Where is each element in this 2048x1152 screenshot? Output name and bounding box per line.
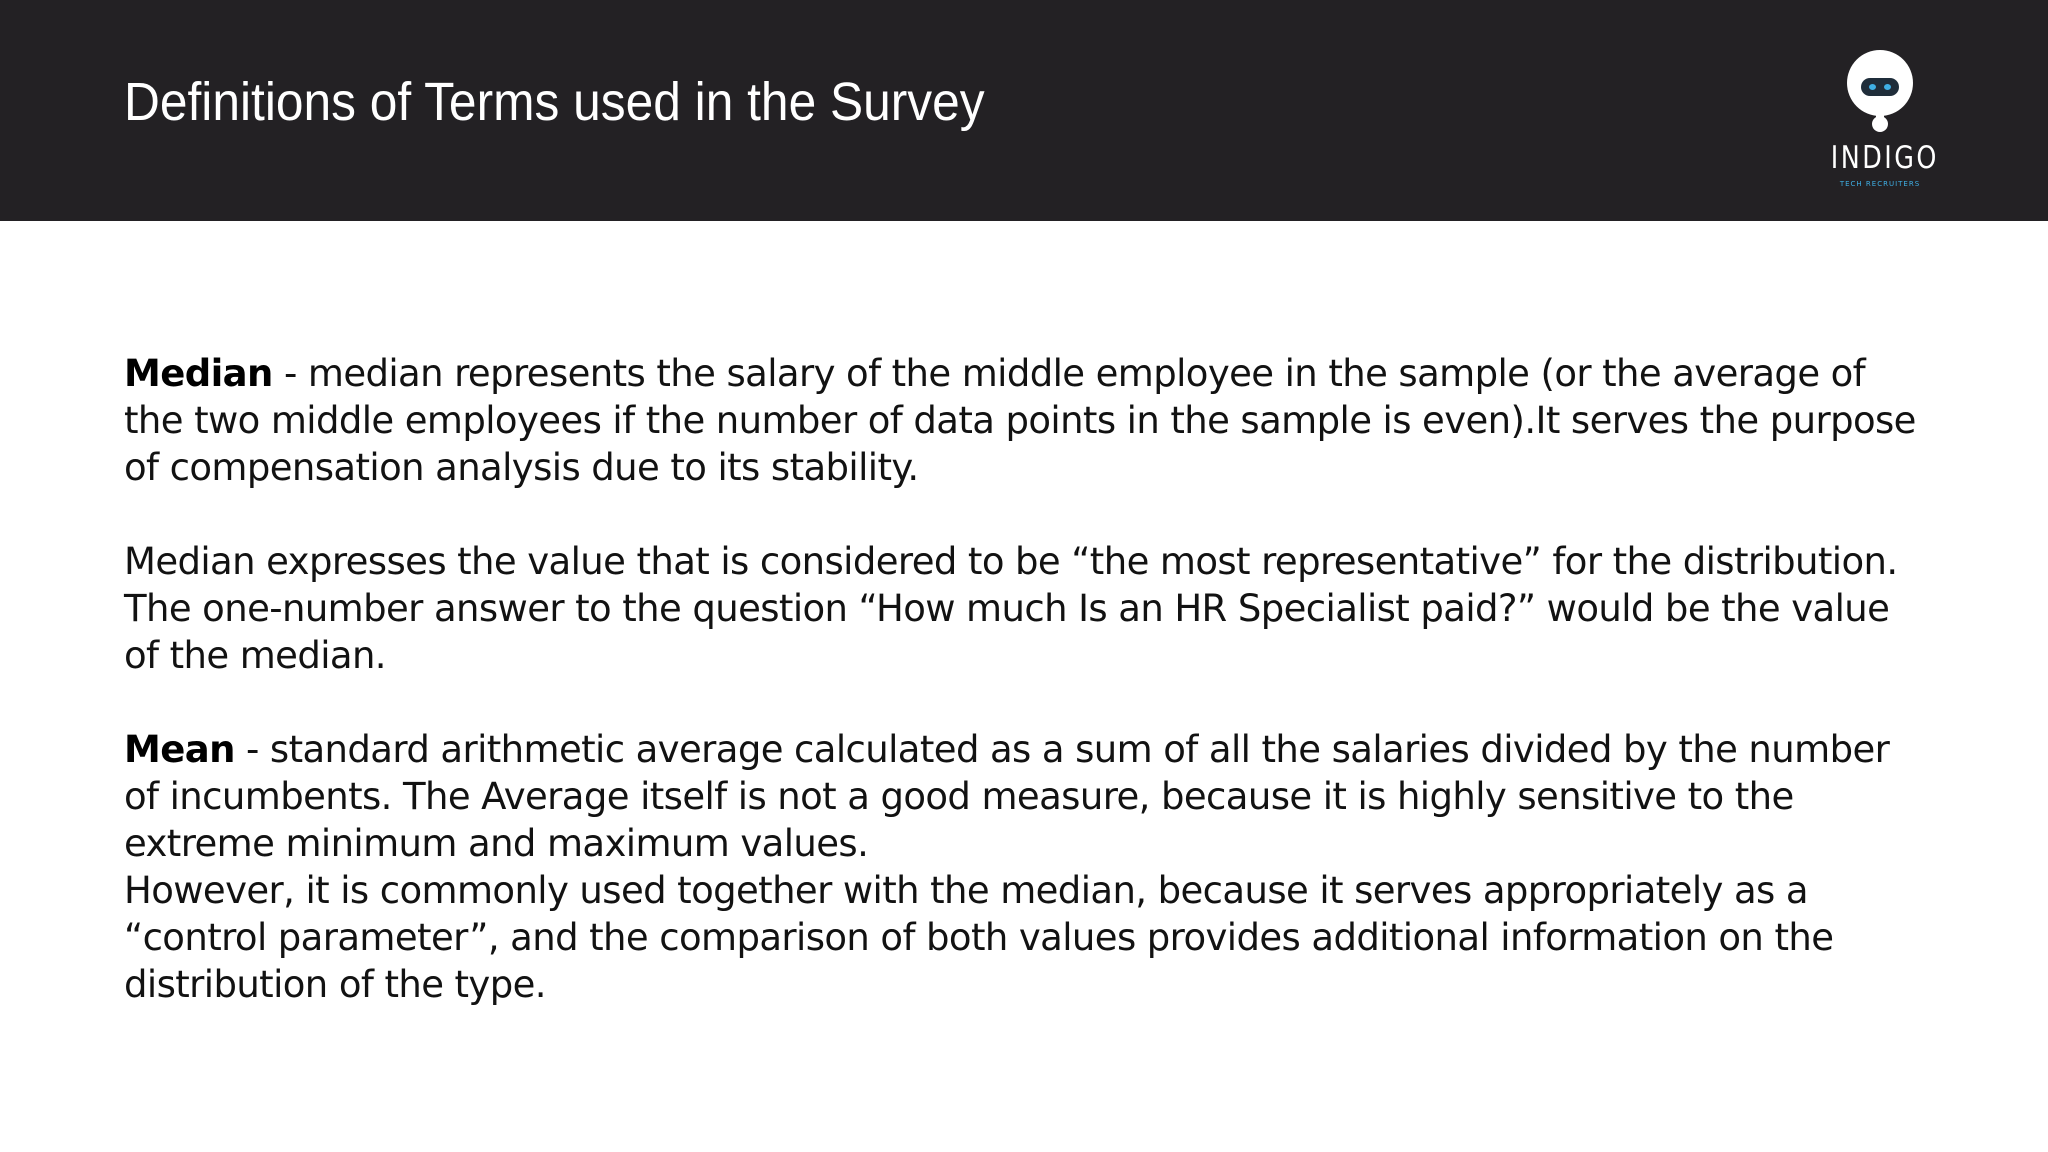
logo-tagline: TECH RECRUITERS <box>1839 180 1921 188</box>
mean-definition <box>124 726 1924 867</box>
paragraph-spacer <box>124 491 1924 538</box>
slide-header <box>0 0 2048 221</box>
definitions-body <box>124 350 1924 1008</box>
robot-visor <box>1861 78 1899 96</box>
robot-right-eye <box>1884 84 1891 90</box>
robot-head-icon <box>1847 50 1913 116</box>
paragraph-spacer <box>124 679 1924 726</box>
robot-dot <box>1872 116 1888 132</box>
logo-wordmark: INDIGO <box>1830 140 1939 176</box>
mean-definition-text: - standard arithmetic average calculated as a sum of all the salaries divided by the number of incumbents. The Average itself is not a good measure, because it is highly sensitive to the extreme minimum and maximum values. <box>124 728 1890 865</box>
median-definition-text: - median represents the salary of the middle employee in the sample (or the average of the two middle employees if the number of data points in the sample is even).It serves the purpose of compensation analysis due to its stability. <box>124 352 1916 489</box>
mean-term: Mean <box>124 728 235 771</box>
median-note: Median expresses the value that is considered to be “the most representative” for the distribution. The one-number answer to the question “How much Is an HR Specialist paid?” would be the value of the median. <box>124 540 1898 677</box>
indigo-logo <box>1820 46 1940 196</box>
median-term: Median <box>124 352 273 395</box>
robot-left-eye <box>1869 84 1876 90</box>
slide-title: Definitions of Terms used in the Survey <box>124 72 985 132</box>
median-definition <box>124 350 1924 491</box>
mean-note: However, it is commonly used together with the median, because it serves appropriately as a “control parameter”, and the comparison of both values provides additional information on the distribution of the type. <box>124 869 1834 1006</box>
